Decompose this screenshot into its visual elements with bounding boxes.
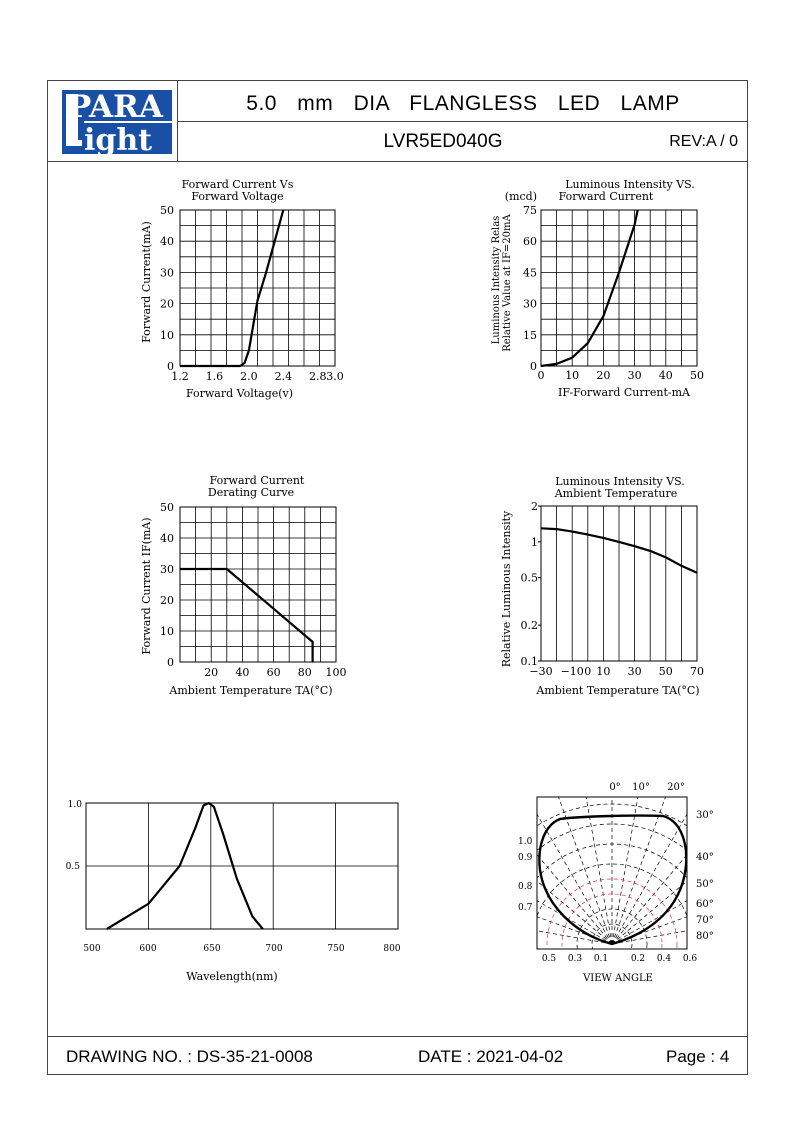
chart2-x-axis-label: IF-Forward Current-mA	[557, 386, 691, 399]
chart1-y-tick-label: 0	[167, 360, 174, 373]
chart6-angle-label: 50°	[696, 879, 714, 890]
chart1-y-axis-label: Forward Current(mA)	[140, 221, 153, 343]
part-number: LVR5ED040G	[383, 131, 503, 152]
chart2-y-tick-label: 30	[523, 297, 537, 311]
chart3-y-tick-label: 10	[160, 625, 174, 638]
chart2-x-tick-label: 40	[658, 369, 673, 382]
chart2-title-line2: Forward Current	[558, 190, 654, 203]
chart4-title-line1: Luminous Intensity VS.	[555, 475, 685, 488]
chart4-x-axis-label: Ambient Temperature TA(°C)	[536, 684, 700, 697]
chart3-y-tick-label: 0	[167, 656, 174, 669]
chart1-x-axis-label: Forward Voltage(v)	[185, 387, 294, 400]
chart6-angle-label: 40°	[696, 852, 714, 863]
chart3-y-tick-label: 50	[160, 501, 174, 514]
chart6-angle-label: 60°	[696, 899, 714, 910]
chart1-x-tick-label: 1.2	[171, 370, 189, 383]
chart1-y-tick-label: 40	[160, 235, 174, 249]
chart4-x-tick-label: −10	[560, 665, 584, 678]
chart4-y-axis-label: Relative Luminous Intensity	[500, 510, 513, 668]
chart3-y-tick-label: 30	[160, 563, 174, 576]
chart5-x-tick-label: 800	[383, 944, 401, 954]
chart6-radius-label: 0.8	[518, 882, 533, 892]
chart1-x-tick-label: 2.4	[274, 370, 293, 383]
chart6-radius-label: 0.7	[518, 903, 533, 913]
chart4-y-tick-label: 0.1	[520, 655, 538, 668]
chart5-x-tick-label: 700	[265, 944, 283, 954]
chart1-x-tick-label: 2.0	[240, 370, 258, 383]
chart1-x-tick-label: 3.0	[326, 370, 344, 383]
chart4-y-tick-label: 2	[531, 500, 538, 513]
chart3-title-line2: Derating Curve	[207, 486, 295, 499]
logo-text-top: PARA	[68, 89, 163, 125]
chart3-y-tick-label: 20	[160, 594, 174, 607]
chart2-x-tick-label: 10	[565, 369, 580, 382]
chart2-x-tick-label: 50	[690, 369, 704, 382]
chart4-y-tick-label: 1	[531, 535, 538, 549]
chart2-y-tick-label: 15	[523, 328, 537, 342]
chart1-y-tick-label: 20	[160, 297, 174, 311]
chart6-radius-label: 1.0	[518, 837, 533, 847]
chart6-bottom-label: 0.5	[541, 954, 557, 964]
chart6-angle-label: 70°	[696, 915, 714, 926]
revision: REV:A / 0	[669, 133, 738, 150]
chart3-y-axis-label: Forward Current IF(mA)	[140, 517, 153, 655]
chart3-title-line1: Forward Current	[209, 474, 305, 487]
chart4-y-tick-label: 0.2	[520, 619, 538, 633]
chart3-x-tick-label: 60	[266, 666, 281, 679]
chart6-bottom-label: 0.2	[630, 954, 646, 964]
chart4-x-tick-label: 30	[627, 665, 642, 678]
chart5-x-tick-label: 650	[203, 944, 221, 954]
chart4-x-tick-label: 70	[690, 665, 704, 678]
chart5-x-tick-label: 750	[327, 944, 345, 954]
chart6-radius-label: 0.9	[518, 853, 533, 863]
chart6-angle-label: 30°	[696, 810, 714, 821]
chart3-y-tick-label: 40	[160, 532, 174, 545]
chart2-title-line1: Luminous Intensity VS.	[565, 178, 695, 191]
chart2-y-axis-label-line1: Luminous Intensity Relas	[491, 215, 502, 345]
chart6-angle-label: 20°	[667, 782, 685, 793]
chart6-bottom-label: 0.4	[656, 954, 672, 964]
chart3-x-tick-label: 80	[297, 666, 312, 679]
chart2-y-unit-label: (mcd)	[504, 190, 537, 203]
document-title: 5.0 mm DIA FLANGLESS LED LAMP	[246, 92, 680, 115]
chart4-y-tick-label: 0.5	[520, 571, 538, 585]
chart2-y-tick-label: 0	[530, 360, 537, 373]
chart3-x-axis-label: Ambient Temperature TA(°C)	[169, 684, 333, 697]
chart1-x-tick-label: 2.8	[309, 370, 327, 383]
chart3-x-tick-label: 100	[325, 666, 347, 679]
chart5-x-tick-label: 600	[139, 944, 157, 954]
chart6-angle-label: 80°	[696, 931, 714, 942]
chart2-x-tick-label: 30	[627, 369, 642, 382]
logo-text-bottom: ight	[84, 123, 153, 156]
chart1-title-line2: Forward Voltage	[191, 190, 284, 203]
chart1-y-tick-label: 50	[160, 204, 174, 217]
chart5-y-tick-label: 0.5	[65, 862, 80, 872]
chart4-x-tick-label: 10	[596, 665, 611, 678]
chart4-x-tick-label: −30	[529, 665, 553, 678]
chart1-x-tick-label: 1.6	[205, 370, 224, 383]
chart3-x-tick-label: 40	[235, 666, 250, 679]
chart5-y-tick-label: 1.0	[67, 800, 82, 810]
chart1-y-tick-label: 30	[160, 266, 174, 280]
chart6-bottom-label: 0.3	[567, 954, 583, 964]
chart6-angle-label: 10°	[632, 782, 650, 793]
chart2-y-tick-label: 60	[523, 235, 537, 249]
chart6-x-axis-label: VIEW ANGLE	[583, 973, 653, 984]
drawing-number: DRAWING NO. : DS-35-21-0008	[66, 1047, 313, 1066]
chart1-title-line1: Forward Current Vs	[181, 178, 294, 191]
chart3-x-tick-label: 20	[204, 666, 219, 679]
chart2-x-tick-label: 20	[596, 369, 611, 382]
chart6-angle-label: 0°	[609, 782, 621, 793]
chart2-y-axis-label-line2: Relative Value at IF=20mA	[502, 214, 513, 352]
chart6-bottom-label: 0.6	[682, 954, 698, 964]
chart2-x-tick-label: 0	[537, 369, 545, 382]
chart6-angle-line	[465, 859, 612, 944]
chart4-x-tick-label: 50	[658, 665, 673, 678]
chart5-x-axis-label: Wavelength(nm)	[186, 970, 278, 983]
page-number: Page : 4	[666, 1047, 730, 1066]
chart5-x-tick-label: 500	[83, 944, 101, 954]
chart4-title-line2: Ambient Temperature	[554, 487, 678, 500]
document-date: DATE : 2021-04-02	[418, 1047, 564, 1066]
chart6-bottom-label: 0.1	[593, 954, 609, 964]
chart1-y-tick-label: 10	[160, 328, 174, 342]
chart2-y-tick-label: 75	[523, 204, 537, 217]
chart2-y-tick-label: 45	[523, 266, 537, 280]
chart4-x-tick-label: 0	[584, 665, 592, 678]
